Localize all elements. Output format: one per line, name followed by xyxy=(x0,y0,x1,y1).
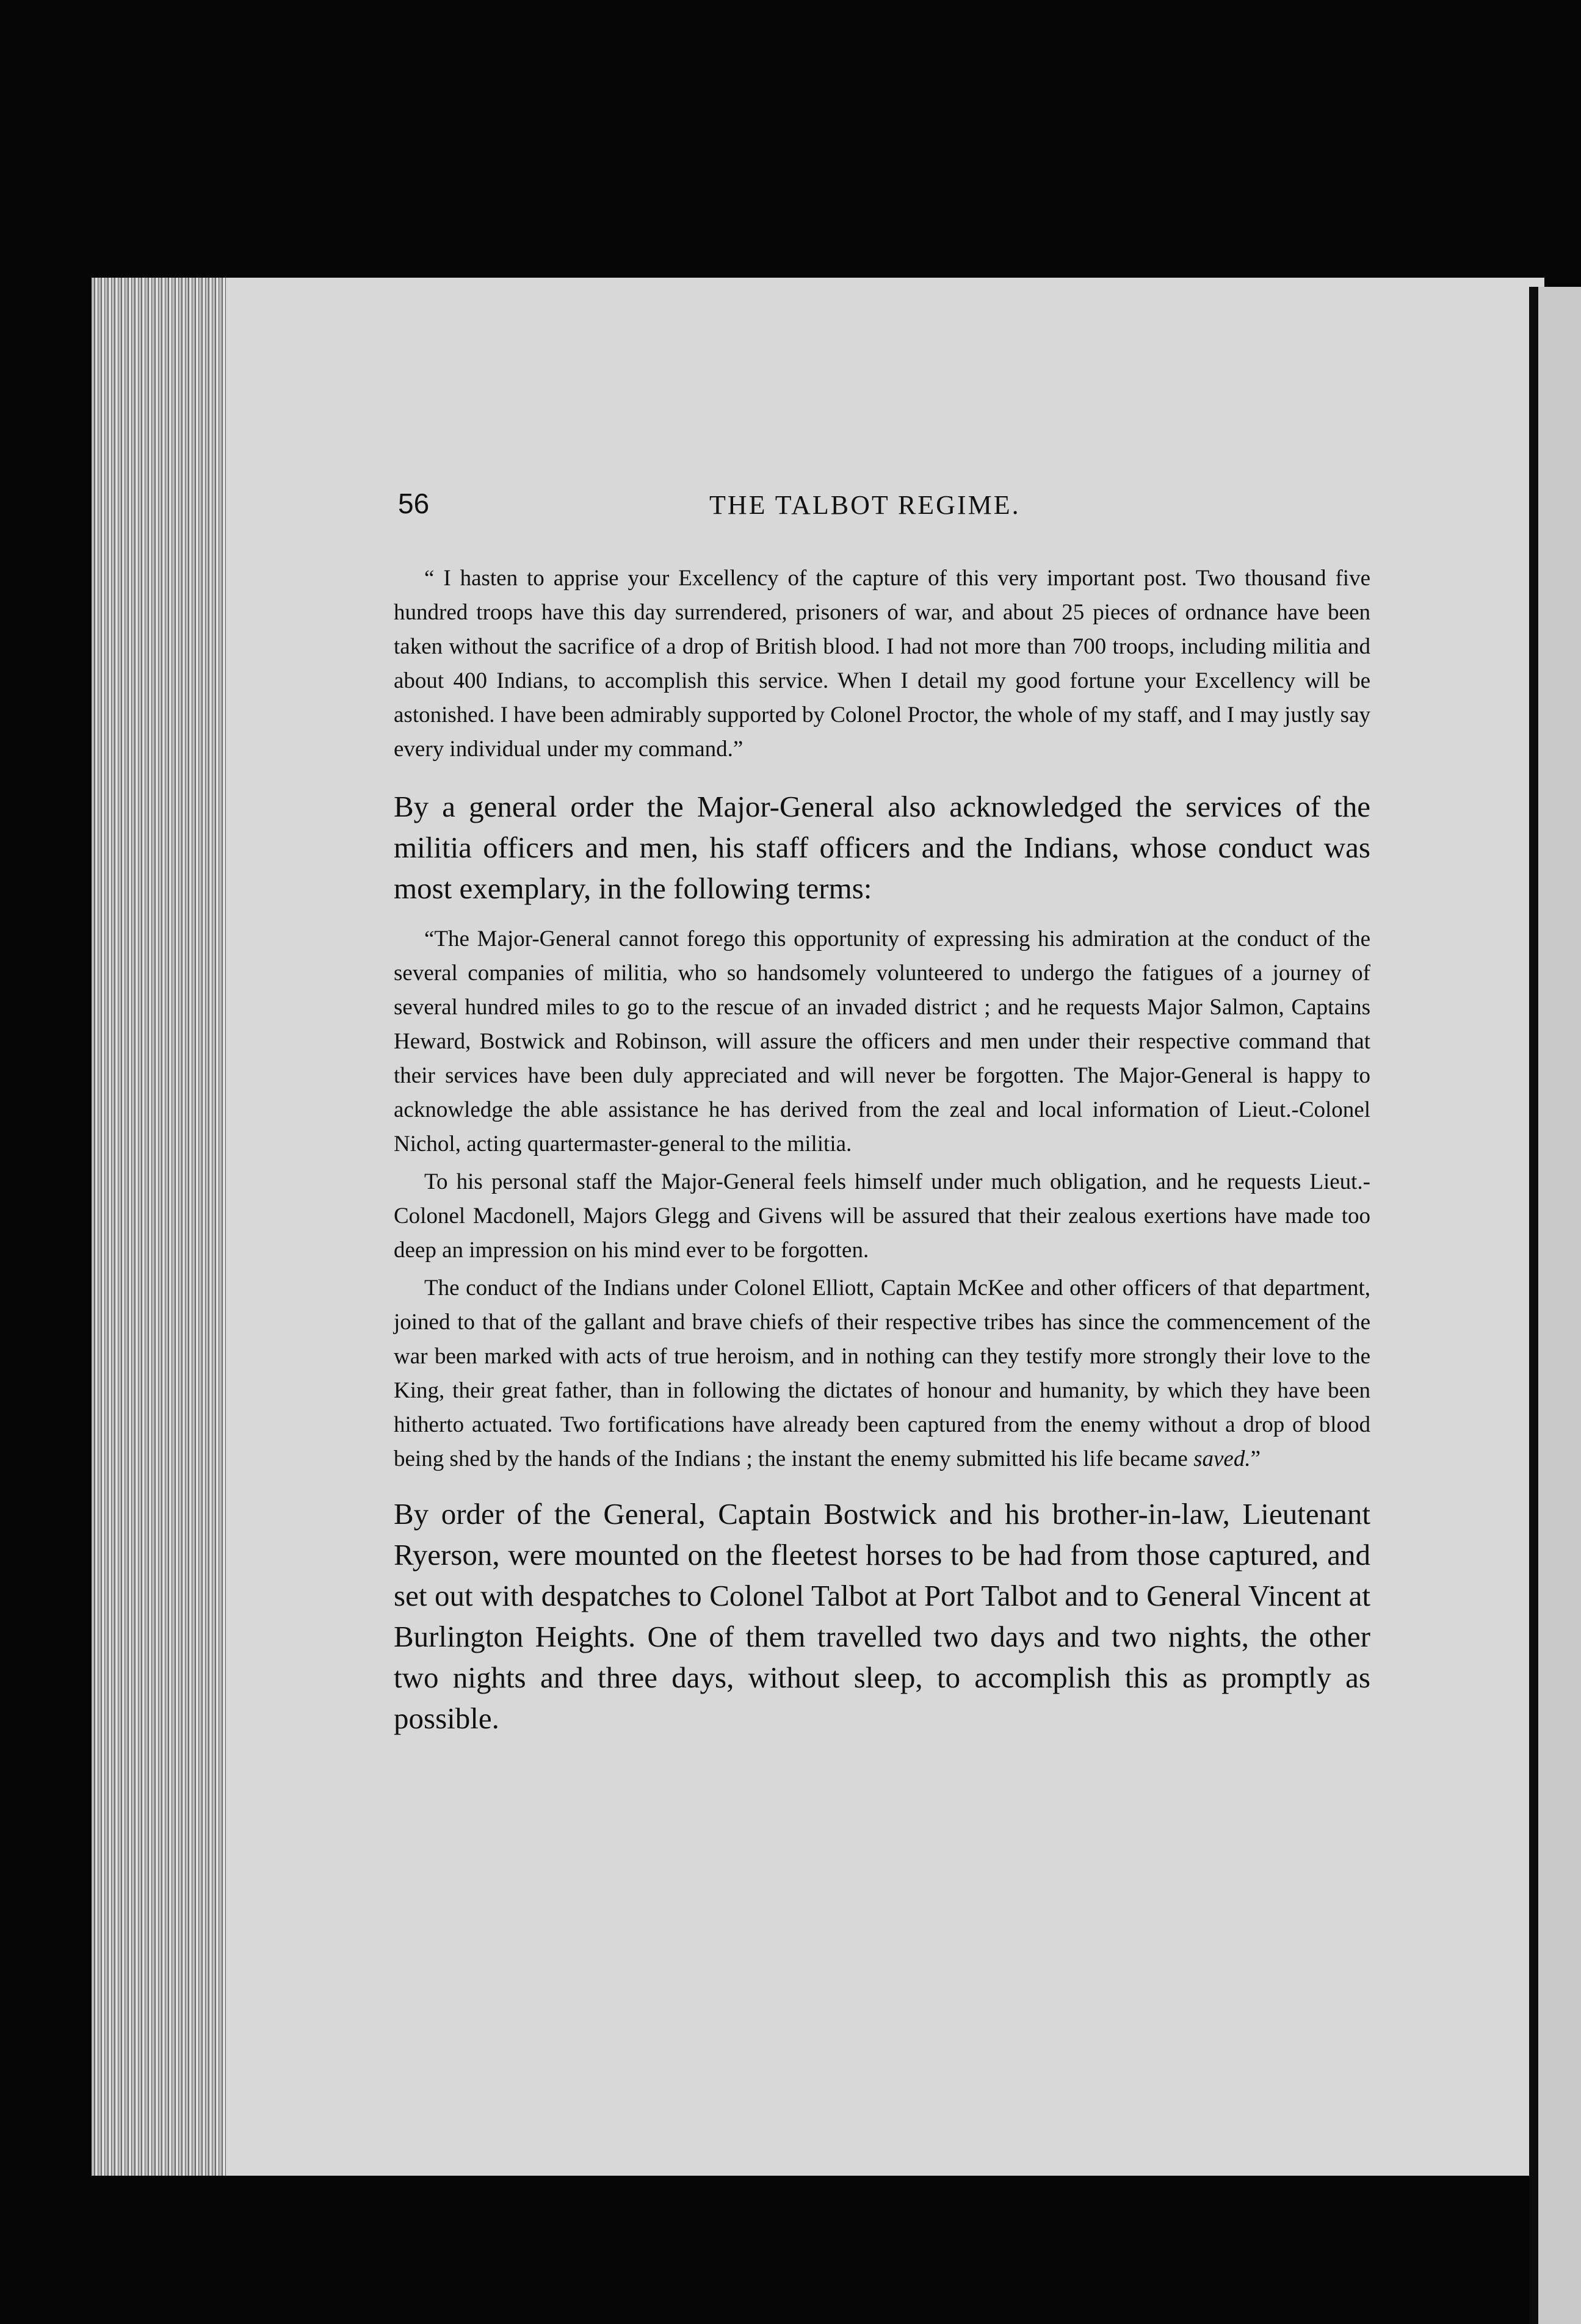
book-page-edges xyxy=(92,278,238,2176)
page-number: 56 xyxy=(398,488,430,519)
general-order-paragraph xyxy=(394,1271,1370,1476)
running-head: THE TALBOT REGIME. xyxy=(709,490,1021,520)
page-body xyxy=(394,561,1370,1739)
paragraph-text: The conduct of the Indians under Colonel Elliott, Captain McKee and other officers of that department, joined to that of the gallant and brave chiefs of their respective tribes has since the commencement of the war been marked with acts of true heroism, and in nothing can they testify more strongly their love to the King, their great father, than in following the dictates of honour and humanity, by which they have been hitherto actuated. Two fortifications have already been captured from the enemy without a drop of blood being shed by the hands of the Indians ; the instant the enemy submitted his life became xyxy=(394,1276,1370,1471)
page-header xyxy=(398,487,1350,524)
general-order-paragraph: “The Major-General cannot forego this opportunity of expressing his admiration at the conduct of the several companies of militia, who so handsomely volunteered to undergo the fatigues of a journey of several hundred miles to go to the rescue of an invaded district ; and he requests Major Salmon, Captains Heward, Bostwick and Robinson, will assure the officers and men under their respective command that their services have been duly appreciated and will never be forgotten. The Major-General is happy to acknowledge the able assistance he has derived from the zeal and local information of Lieut.-Colonel Nichol, acting quartermaster-general to the militia. xyxy=(394,926,1370,1157)
italic-word: saved. xyxy=(1193,1446,1251,1471)
narrative-paragraph: By order of the General, Captain Bostwick and his brother-in-law, Lieutenant Ryerson, were mounted on the fleetest horses to be had from those captured, and set out with despatches to Colonel Talbot at Port Talbot and to General Vincent at Burlington Heights. One of them travelled two days and two nights, the other two nights and three days, without sleep, to accomplish this as promptly as possible. xyxy=(394,1497,1370,1735)
closing-quote: ” xyxy=(1250,1446,1261,1471)
quoted-letter-paragraph: “ I hasten to apprise your Excellency of the capture of this very important post. Two thousand five hundred troops have this day surrendered, prisoners of war, and about 25 pieces of ordnance have been taken without the sacrifice of a drop of British blood. I had not more than 700 troops, including militia and about 400 Indians, to accomplish this service. When I detail my good fortune your Excellency will be astonished. I have been admirably supported by Colonel Proctor, the whole of my staff, and I may justly say every individual under my command.” xyxy=(394,566,1370,762)
narrative-paragraph: By a general order the Major-General also acknowledged the services of the militia officers and men, his staff officers and the Indians, whose conduct was most exemplary, in the following terms: xyxy=(394,790,1370,905)
general-order-paragraph: To his personal staff the Major-General feels himself under much obligation, and he requests Lieut.-Colonel Macdonell, Majors Glegg and Givens will be assured that their zealous exertions have made too deep an impression on his mind ever to be forgotten. xyxy=(394,1169,1370,1263)
facing-page-edge xyxy=(1538,287,1581,2324)
